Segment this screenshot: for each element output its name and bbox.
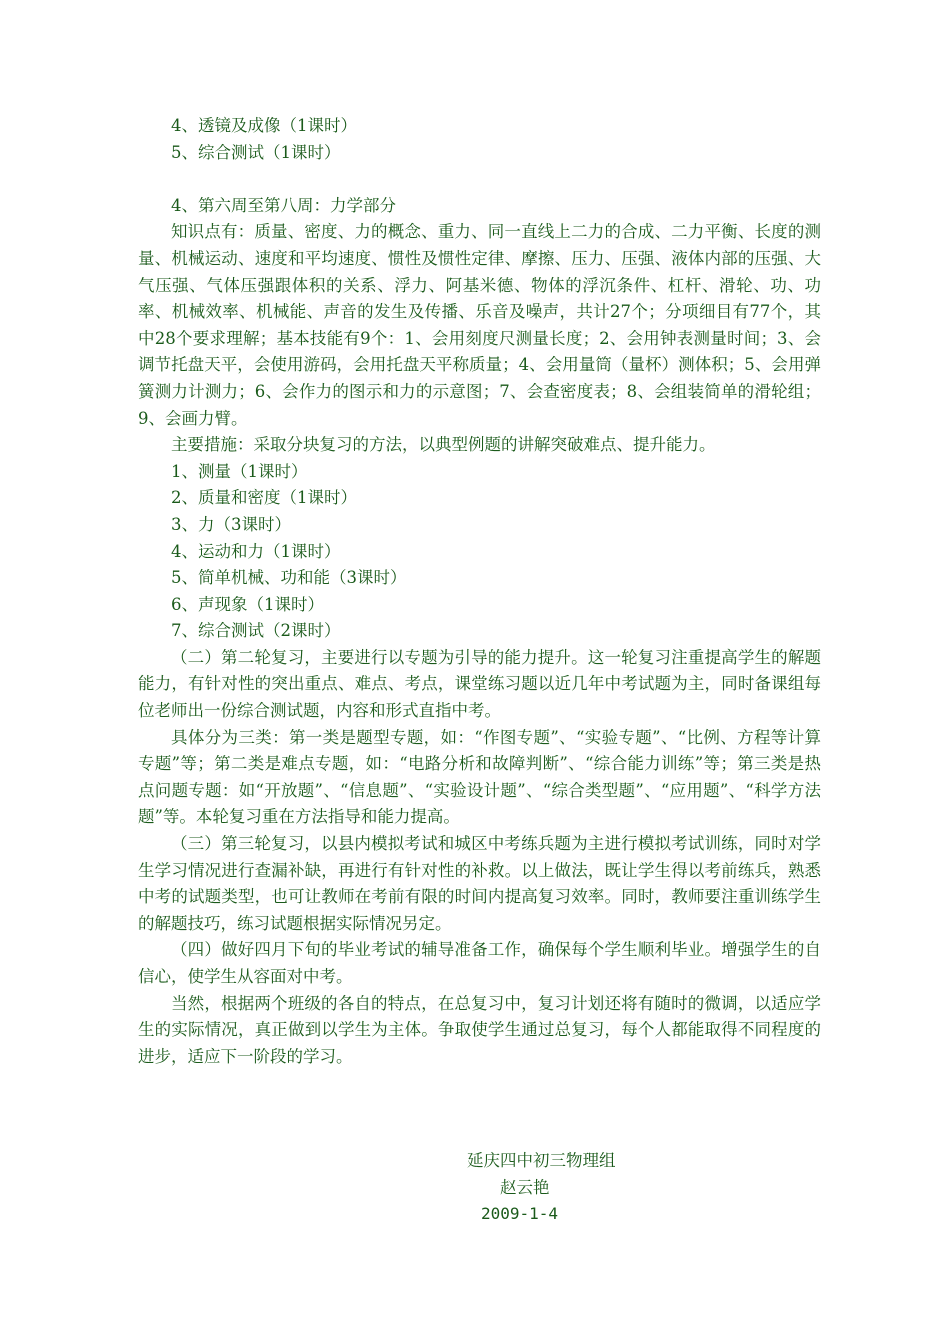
signature-organization: 延庆四中初三物理组 [467,1151,616,1170]
paragraph: 具体分为三类：第一类是题型专题，如：“作图专题”、“实验专题”、“比例、方程等计算专题”等；第二类是难点专题，如：“电路分析和故障判断”、“综合能力训练”等；第三类是热点问题专题：如“开放题”、“信息题”、“实验设计题”、“综合类型题”、“应用题”、“科学方法题”等。本轮复习重在方法指导和能力提高。 [138,727,821,827]
list-item: 7、综合测试（2课时） [171,621,341,641]
document-body [138,113,821,1070]
paragraph: （二）第二轮复习，主要进行以专题为引导的能力提升。这一轮复习注重提高学生的解题能力，有针对性的突出重点、难点、考点，课堂练习题以近几年中考试题为主，同时备课组每位老师出一份综合测试题，内容和形式直指中考。 [138,647,821,721]
list-item: 5、简单机械、功和能（3课时） [171,568,407,588]
signature-date: 2009-1-4 [481,1204,559,1224]
paragraph: （四）做好四月下旬的毕业考试的辅导准备工作，确保每个学生顺利毕业。增强学生的自信心，使学生从容面对中考。 [138,940,821,986]
paragraph: （三）第三轮复习，以县内模拟考试和城区中考练兵题为主进行模拟考试训练，同时对学生学习情况进行查漏补缺，再进行有针对性的补救。以上做法，既让学生得以考前练兵，熟悉中考的试题类型，也可让教师在考前有限的时间内提高复习效率。同时，教师要注重训练学生的解题技巧，练习试题根据实际情况另定。 [138,834,821,933]
paragraph: 当然，根据两个班级的各自的特点，在总复习中，复习计划还将有随时的微调，以适应学生的实际情况，真正做到以学生为主体。争取使学生通过总复习，每个人都能取得不同程度的进步，适应下一阶段的学习。 [138,993,821,1066]
paragraph: 主要措施：采取分块复习的方法，以典型例题的讲解突破难点、提升能力。 [171,435,716,455]
list-item: 1、测量（1课时） [171,461,308,481]
signature-author: 赵云艳 [500,1177,550,1197]
paragraph: 4、透镜及成像（1课时） [171,116,357,135]
paragraph: 5、综合测试（1课时） [171,142,341,162]
list-item: 6、声现象（1课时） [171,594,324,614]
list-item: 2、质量和密度（1课时） [171,488,357,508]
list-item: 3、力（3课时） [171,514,291,534]
section-heading: 4、第六周至第八周：力学部分 [171,195,396,215]
blank-line [138,166,821,193]
paragraph: 知识点有：质量、密度、力的概念、重力、同一直线上二力的合成、二力平衡、长度的测量、机械运动、速度和平均速度、惯性及惯性定律、摩擦、压力、压强、液体内部的压强、大气压强、气体压强跟体积的关系、浮力、阿基米德、物体的浮沉条件、杠杆、滑轮、功、功率、机械效率、机械能、声音的发生及传播、乐音及噪声，共计27个；分项细目有77个，其中28个要求理解；基本技能有9个：1、会用刻度尺测量长度；2、会用钟表测量时间；3、会调节托盘天平，会使用游码，会用托盘天平称质量；4、会用量筒（量杯）测体积；5、会用弹簧测力计测力；6、会作力的图示和力的示意图；7、会查密度表；8、会组装简单的滑轮组；9、会画力臂。 [138,222,821,428]
list-item: 4、运动和力（1课时） [171,541,341,561]
